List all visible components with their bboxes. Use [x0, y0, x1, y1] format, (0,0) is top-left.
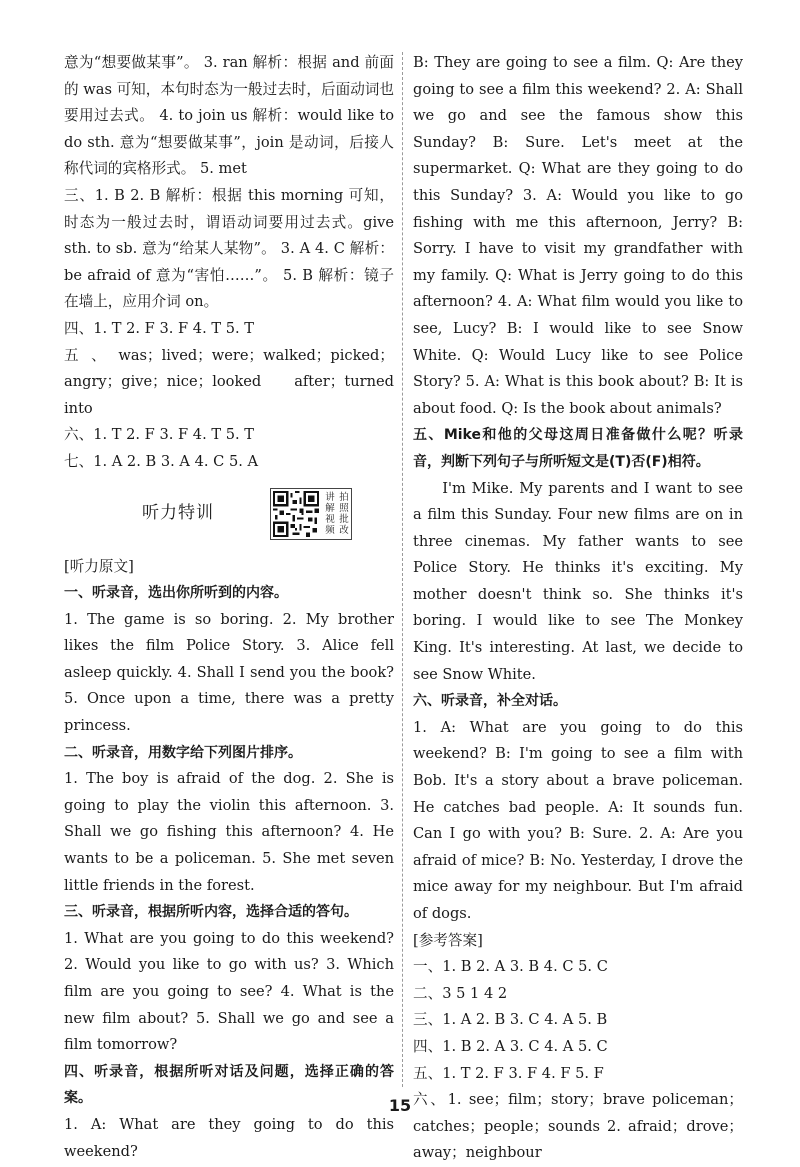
transcript-label: [听力原文]	[64, 557, 134, 575]
question-heading: 五、Mike和他的父母这周日准备做什么呢？听录音，判断下列句子与所听短文是(T)否(F)相符。	[413, 427, 743, 470]
answers-label: [参考答案]	[413, 931, 483, 949]
answer-explanation-block: 意为“想要做某事”。 3. ran 解析：根据 and 前面的 was 可知，本句时态为一般过去时，后面动词也要用过去式。 4. to join us 解析：would like to do sth. 意为“想要做某事”，join 是动词，后接人称代词的宾格形式。 5. met	[64, 54, 394, 178]
qr-caption: 讲 拍 解 照 视 批 频 改	[325, 491, 349, 536]
transcript-text: 1. The game is so boring. 2. My brother likes the film Police Story. 3. Alice fell asleep quickly. 4. Shall I send you the book? 5. Once upon a time, there was a pretty princess.	[64, 610, 394, 735]
question-heading: 一、听录音，选出你所听到的内容。	[64, 585, 288, 602]
answer-line: 六、1. T 2. F 3. F 4. T 5. T	[64, 426, 255, 444]
answer-line: 四、1. T 2. F 3. F 4. T 5. T	[64, 319, 255, 337]
transcript-passage: I'm Mike. My parents and I want to see a film this Sunday. Four new films are on in three cinemas. My father wants to see Police Story. He thinks it's exciting. My mother doesn't think so. She thinks it's boring. I would like to see The Monkey King. It's interesting. At last, we decide to see Snow White.	[413, 479, 743, 683]
qr-code-box[interactable]	[270, 488, 352, 540]
answer-line: 六、1. see；film；story；brave policeman；catches；people；sounds 2. afraid；drove；away；neighbour	[413, 1091, 743, 1162]
answer-line: 一、1. B 2. A 3. B 4. C 5. C	[413, 958, 608, 976]
question-heading: 六、听录音，补全对话。	[413, 693, 567, 710]
listening-section-header	[64, 484, 394, 544]
answer-line: 五、was；lived；were；walked；picked；angry；give；nice；looked after；turned into	[64, 346, 394, 417]
transcript-text: 1. What are you going to do this weekend? 2. Would you like to go with us? 3. Which film are you going to see? 4. What is the new film about? 5. Shall we go and see a film tomorrow?	[64, 929, 394, 1054]
qr-code-icon	[273, 491, 319, 537]
column-divider	[402, 52, 404, 1087]
question-heading: 三、听录音，根据所听内容，选择合适的答句。	[64, 904, 358, 921]
question-heading: 四、听录音，根据所听对话及问题，选择正确的答案。	[64, 1063, 394, 1107]
answer-line: 七、1. A 2. B 3. A 4. C 5. A	[64, 452, 259, 470]
left-column	[64, 50, 394, 1165]
question-heading: 二、听录音，用数字给下列图片排序。	[64, 744, 302, 761]
answer-line: 五、1. T 2. F 3. F 4. F 5. F	[413, 1064, 604, 1082]
right-column	[413, 50, 743, 1167]
page-number: 15	[388, 1096, 412, 1115]
answer-explanation-block: 三、1. B 2. B 解析：根据 this morning 可知，时态为一般过去时，谓语动词要用过去式。give sth. to sb. 意为“给某人某物”。 3. A 4. C 解析：be afraid of 意为“害怕……”。 5. B 解析：镜子在墙上，应用介词 on。	[64, 186, 394, 311]
answer-line: 二、3 5 1 4 2	[413, 984, 508, 1002]
answer-line: 三、1. A 2. B 3. C 4. A 5. B	[413, 1011, 608, 1029]
transcript-text: 1. The boy is afraid of the dog. 2. She is going to play the violin this afternoon. 3. Shall we go fishing this afternoon? 4. He wants to be a policeman. 5. She met seven little friends in the forest.	[64, 770, 394, 894]
transcript-text: 1. A: What are they going to do this weekend?	[64, 1115, 394, 1160]
transcript-text: 1. A: What are you going to do this weekend? B: I'm going to see a film with Bob. It's a story about a brave policeman. He catches bad people. A: It sounds fun. Can I go with you? B: Sure. 2. A: Are you afraid of mice? B: No. Yesterday, I drove the mice away for my neighbour. But I'm afraid of dogs.	[413, 718, 743, 922]
transcript-text: B: They are going to see a film. Q: Are they going to see a film this weekend? 2. A: Shall we go and see the famous show this Sunday? B: Sure. Let's meet at the supermarket. Q: What are they going to do this Sunday? 3. A: Would you like to go fishing with me this afternoon, Jerry? B: Sorry. I have to visit my grandfather with my family. Q: What is Jerry going to do this afternoon? 4. A: What film would you like to see, Lucy? B: I would like to see Snow White. Q: Would Lucy like to see Police Story? 5. A: What is this book about? B: It is about food. Q: Is the book about animals?	[413, 54, 743, 417]
section-title: 听力特训	[142, 503, 214, 524]
answer-line: 四、1. B 2. A 3. C 4. A 5. C	[413, 1037, 608, 1055]
